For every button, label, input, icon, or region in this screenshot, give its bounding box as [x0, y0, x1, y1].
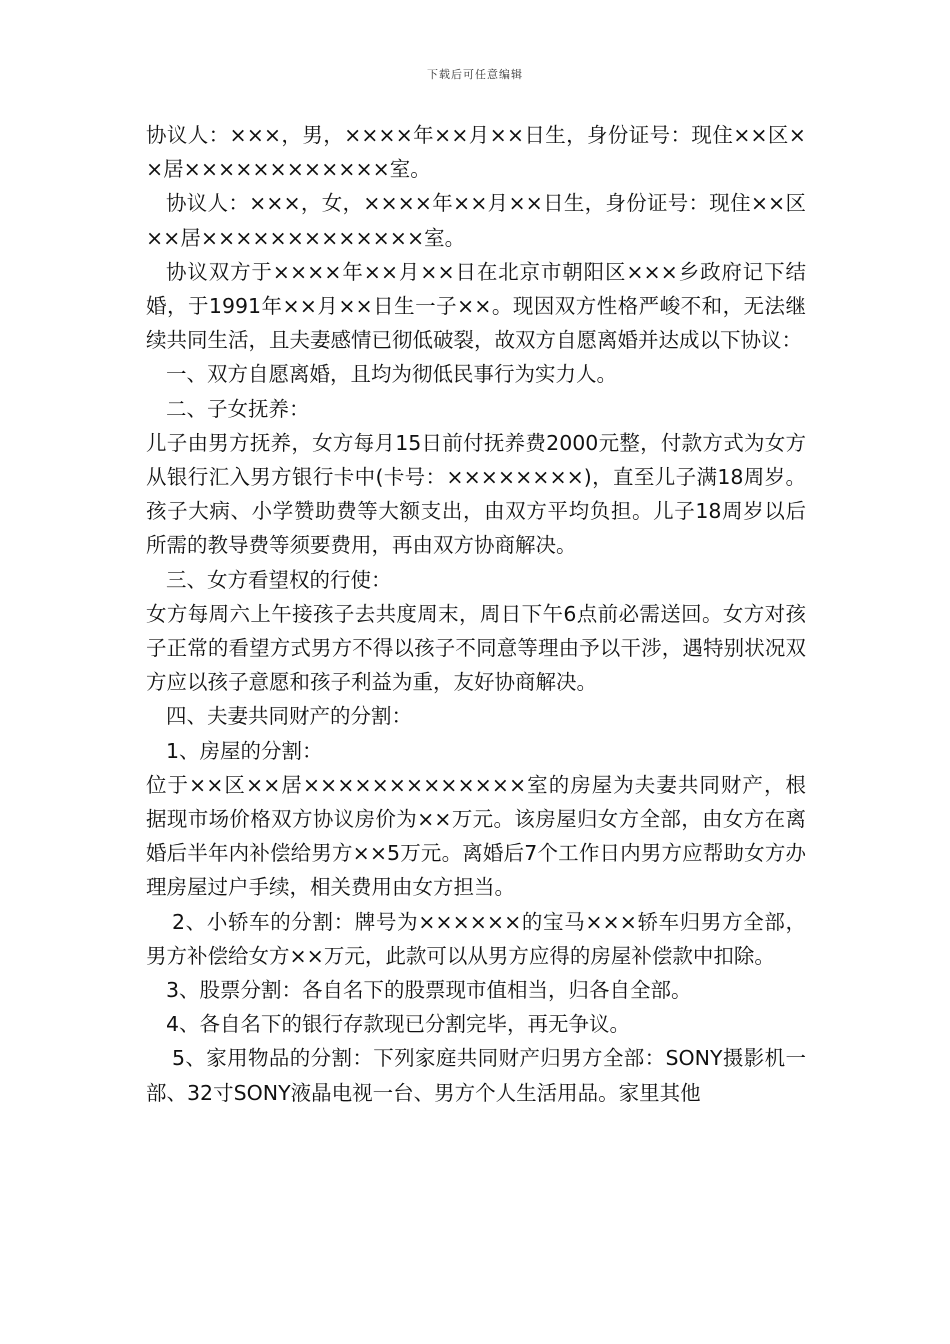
- clause-four-heading: 四、夫妻共同财产的分割：: [166, 704, 412, 729]
- clause-one-heading: 一、双方自愿离婚，且均为彻低民事行为实力人。: [166, 362, 617, 387]
- document-body: [146, 118, 806, 1110]
- household-items-paragraph: 5、家用物品的分割：下列家庭共同财产归男方全部：SONY摄影机一部、32寸SONY液晶电视一台、男方个人生活用品。家里其他: [146, 1046, 806, 1105]
- bank-deposit-paragraph: 4、各自名下的银行存款现已分割完毕，再无争议。: [166, 1012, 631, 1037]
- house-division-heading: 1、房屋的分割：: [166, 738, 323, 763]
- page-header: 下载后可任意编辑: [427, 68, 523, 81]
- marriage-background-paragraph: 协议双方于××××年××月××日在北京市朝阳区×××乡政府记下结婚，于1991年××月××日生一子××。现因双方性格严峻不和，无法继续共同生活，且夫妻感情已彻低破裂，故双方自愿离婚并达成以下协议：: [146, 259, 806, 353]
- house-division-paragraph: 位于××区××居×××××××××××××室的房屋为夫妻共同财产，根据现市场价格双方协议房价为××万元。该房屋归女方全部，由女方在离婚后半年内补偿给男方××5万元。离婚后7个工作日内男方应帮助女方办理房屋过户手续，相关费用由女方担当。: [146, 772, 806, 900]
- clause-two-heading: 二、子女抚养：: [166, 396, 310, 421]
- clause-three-heading: 三、女方看望权的行使：: [166, 567, 392, 592]
- child-custody-paragraph: 儿子由男方抚养，女方每月15日前付抚养费2000元整，付款方式为女方从银行汇入男方银行卡中(卡号：××××××××)，直至儿子满18周岁。孩子大病、小学赞助费等大额支出，由双方平均负担。儿子18周岁以后所需的教导费等须要费用，再由双方协商解决。: [146, 430, 806, 558]
- party-two-paragraph: 协议人：×××，女，××××年××月××日生，身份证号：现住××区××居×××××××××××××室。: [146, 191, 806, 250]
- car-division-paragraph: 2、小轿车的分割：牌号为××××××的宝马×××轿车归男方全部，男方补偿给女方××万元，此款可以从男方应得的房屋补偿款中扣除。: [146, 909, 806, 968]
- party-one-paragraph: 协议人：×××，男，××××年××月××日生，身份证号：现住××区××居××××××××××××室。: [146, 123, 806, 182]
- visitation-paragraph: 女方每周六上午接孩子去共度周末，周日下午6点前必需送回。女方对孩子正常的看望方式男方不得以孩子不同意等理由予以干涉，遇特别状况双方应以孩子意愿和孩子利益为重，友好协商解决。: [146, 601, 806, 695]
- stock-division-paragraph: 3、股票分割：各自名下的股票现市值相当，归各自全部。: [166, 978, 692, 1003]
